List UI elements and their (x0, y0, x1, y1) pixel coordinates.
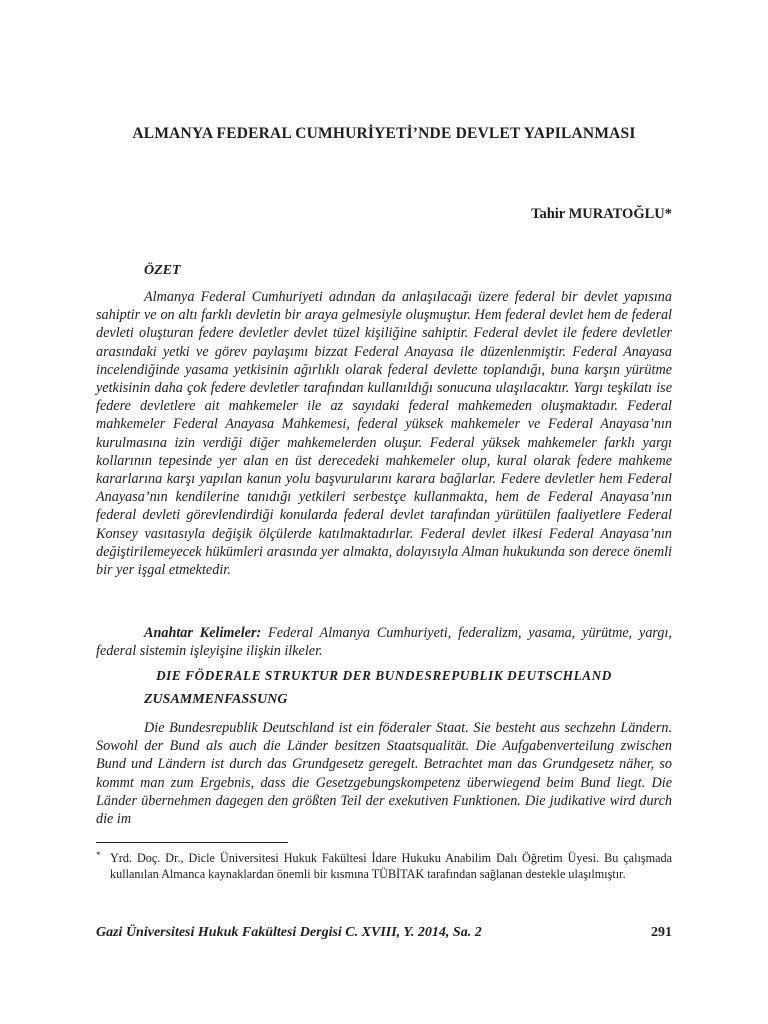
abstract-body-tr: Almanya Federal Cumhuriyeti adından da anlaşılacağı üzere federal bir devlet yapısına sahiptir ve on altı farklı devletin bir araya gelmesiyle oluşmuştur. Hem federal devlet hem de federal devleti oluşturan federe devletler devlet tüzel kişiliğine sahiptir. Federal devlet ile federe devletler arasındaki yetki ve görev paylaşımı bizzat Federal Anayasa ile düzenlenmiştir. Federal Anayasa incelendiğinde yasama yetkisinin ağırlıklı olarak federal devlette toplandığı, buna karşın yürütme yetkisinin daha çok federe devletler tarafından kullanıldığı sonucuna ulaşılacaktır. Yargı teşkilatı ise federe devletlere ait mahkemeler ile az sayıdaki federal mahkemeden oluşmaktadır. Federal mahkemeler Federal Anayasa Mahkemesi, federal yüksek mahkemeler ve Federal Anayasa’nın kurulmasına izin verdiği diğer mahkemelerden oluşur. Federal yüksek mahkemeler farklı yargı kollarının tepesinde yer alan en üst derecedeki mahkemeler olup, kural olarak federe mahkeme kararlarına karşı yapılan kanun yolu başvurularını karara bağlarlar. Federe devletler hem Federal Anayasa’nın kendilerine tanıdığı yetkileri serbestçe kullanmakta, hem de Federal Anayasa’nın federal devleti görevlendirdiği konularda federal devlet tarafından yürütülen faaliyetlere Federal Konsey vasıtasıyla değişik ölçülerde katılmaktadırlar. Federal devlet ilkesi Federal Anayasa’nın değiştirilemeyecek hükümleri arasında yer almakta, dolayısıyla Alman hukukunda son derece önemli bir yer işgal etmektedir. (96, 289, 672, 579)
journal-citation: Gazi Üniversitesi Hukuk Fakültesi Dergisi C. XVIII, Y. 2014, Sa. 2 (96, 925, 482, 940)
keywords-label: Anahtar Kelimeler: (144, 625, 262, 641)
page-number: 291 (651, 925, 672, 940)
footnote-text: Yrd. Doç. Dr., Dicle Üniversitesi Hukuk Fakültesi İdare Hukuku Anabilim Dalı Öğretim Üyesi. Bu çalışmada kullanılan Almanca kaynaklardan önemli bir kısmına TÜBİTAK tarafından sağlanan destekle ulaşılmıştır. (110, 851, 672, 881)
german-section-title: DIE FÖDERALE STRUKTUR DER BUNDESREPUBLIK DEUTSCHLAND (156, 668, 612, 683)
keywords-paragraph (96, 624, 672, 660)
footnote (96, 850, 672, 882)
footnote-divider (96, 842, 288, 843)
keywords-list: Federal Almanya Cumhuriyeti, federalizm, yasama, yürütme, yargı, federal sistemin işleyişine ilişkin ilkeler. (96, 625, 673, 660)
author-name: Tahir MURATOĞLU* (531, 206, 672, 222)
abstract-heading-de: ZUSAMMENFASSUNG (144, 692, 288, 707)
footnote-mark: * (96, 850, 101, 860)
abstract-heading-tr: ÖZET (144, 263, 181, 278)
abstract-body-de: Die Bundesrepublik Deutschland ist ein föderaler Staat. Sie besteht aus sechzehn Ländern. Sowohl der Bund als auch die Länder besitzen Staatsqualität. Die Aufgabenverteilung zwischen Bund und Ländern ist durch das Grundgesetz geregelt. Betrachtet man das Grundgesetz näher, so kommt man zum Ergebnis, dass die Gesetzgebungskompetenz überwiegend beim Bund liegt. Die Länder übernehmen dagegen den größten Teil der exekutiven Funktionen. Die judikative wird durch die im (96, 720, 672, 828)
article-title: ALMANYA FEDERAL CUMHURİYETİ’NDE DEVLET YAPILANMASI (132, 125, 636, 142)
